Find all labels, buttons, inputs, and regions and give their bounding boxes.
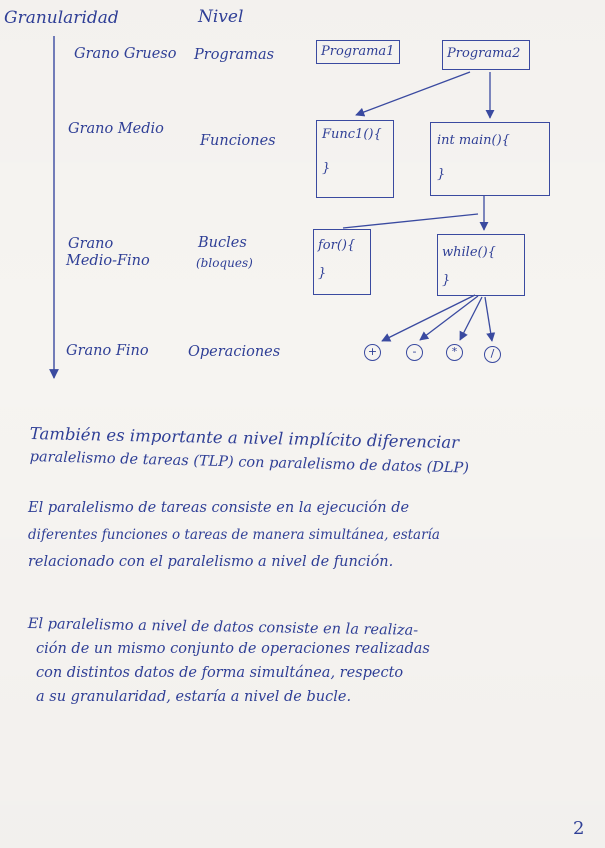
arrow-while-mul [460, 297, 482, 340]
op-minus: - [406, 344, 423, 361]
box-programa2-label: Programa2 [447, 46, 521, 61]
grain-medium: Grano Medio [68, 121, 164, 137]
para3-line4: a su granularidad, estaría a nivel de bucle. [36, 689, 352, 705]
box-main [430, 122, 550, 196]
level-loops-1: Bucles [198, 235, 247, 251]
level-programs: Programas [194, 47, 275, 63]
box-main-line2: } [437, 167, 446, 182]
op-divide: / [484, 346, 501, 363]
page-number: 2 [573, 818, 585, 839]
level-operations: Operaciones [188, 344, 281, 360]
box-func1-line1: Func1(){ [322, 127, 382, 142]
box-func1 [316, 120, 394, 198]
level-loops-2: (bloques) [196, 256, 253, 270]
grain-medium-fine-2: Medio-Fino [66, 253, 150, 269]
para2-line1: El paralelismo de tareas consiste en la ejecución de [28, 500, 410, 516]
op-plus: + [364, 344, 381, 361]
op-multiply: * [446, 344, 463, 361]
box-programa1-label: Programa1 [321, 44, 395, 59]
grain-medium-fine-1: Grano [68, 236, 114, 252]
para1-line2: paralelismo de tareas (TLP) con paralelismo de datos (DLP) [29, 448, 470, 477]
para1-line1: También es importante a nivel implícito diferenciar [29, 423, 460, 452]
grain-coarse: Grano Grueso [74, 46, 177, 62]
box-programa2 [442, 40, 530, 70]
box-while [437, 234, 525, 296]
header-granularity: Granularidad [4, 8, 119, 28]
box-for [313, 229, 371, 295]
level-functions: Funciones [200, 133, 276, 149]
header-level: Nivel [198, 7, 244, 27]
box-while-line2: } [442, 273, 451, 288]
para2-line2: diferentes funciones o tareas de manera simultánea, estaría [28, 527, 440, 543]
arrow-main-for [343, 214, 478, 228]
box-func1-line2: } [322, 161, 331, 176]
box-programa1 [316, 40, 400, 64]
box-for-line2: } [318, 266, 327, 281]
box-while-line1: while(){ [442, 245, 496, 260]
arrow-prog2-func1 [356, 72, 470, 115]
para3-line3: con distintos datos de forma simultánea, respecto [36, 665, 404, 681]
grain-fine: Grano Fino [66, 343, 149, 359]
arrow-while-div [485, 297, 492, 341]
para3-line2: ción de un mismo conjunto de operaciones realizadas [36, 641, 430, 657]
para3-line1: El paralelismo a nivel de datos consiste en la realiza- [27, 615, 419, 639]
box-main-line1: int main(){ [437, 133, 510, 148]
para2-line3: relacionado con el paralelismo a nivel de función. [28, 554, 394, 570]
box-for-line1: for(){ [318, 238, 356, 253]
